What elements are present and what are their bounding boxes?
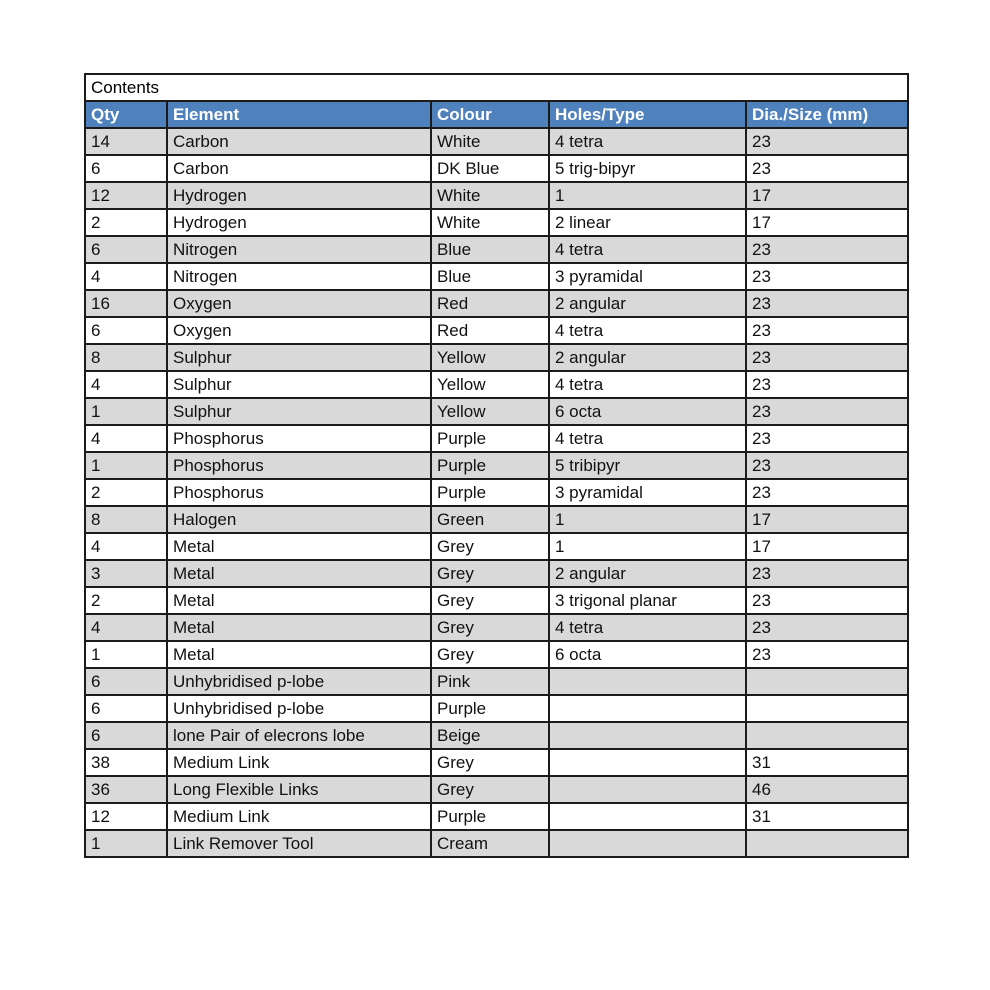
cell-qty: 1	[85, 452, 167, 479]
cell-qty: 36	[85, 776, 167, 803]
cell-colour: Purple	[431, 452, 549, 479]
cell-holes: 6 octa	[549, 398, 746, 425]
cell-qty: 4	[85, 533, 167, 560]
cell-size: 23	[746, 641, 908, 668]
cell-element: Medium Link	[167, 803, 431, 830]
cell-size: 17	[746, 533, 908, 560]
cell-element: Metal	[167, 560, 431, 587]
cell-colour: Yellow	[431, 398, 549, 425]
cell-holes: 4 tetra	[549, 128, 746, 155]
table-row	[85, 425, 908, 452]
column-header-qty: Qty	[85, 101, 167, 128]
cell-colour: Grey	[431, 533, 549, 560]
cell-element: Carbon	[167, 128, 431, 155]
cell-element: Medium Link	[167, 749, 431, 776]
cell-size: 23	[746, 155, 908, 182]
cell-holes: 1	[549, 506, 746, 533]
cell-size: 23	[746, 398, 908, 425]
table-row	[85, 155, 908, 182]
cell-size: 23	[746, 344, 908, 371]
table-row	[85, 479, 908, 506]
cell-holes: 3 pyramidal	[549, 479, 746, 506]
cell-size: 23	[746, 479, 908, 506]
cell-element: Hydrogen	[167, 182, 431, 209]
cell-size: 17	[746, 182, 908, 209]
cell-colour: Blue	[431, 236, 549, 263]
table-title: Contents	[85, 74, 908, 101]
cell-qty: 6	[85, 317, 167, 344]
cell-colour: White	[431, 209, 549, 236]
cell-colour: Purple	[431, 803, 549, 830]
table-row	[85, 263, 908, 290]
cell-colour: Grey	[431, 749, 549, 776]
cell-element: Hydrogen	[167, 209, 431, 236]
cell-qty: 12	[85, 803, 167, 830]
column-header-element: Element	[167, 101, 431, 128]
cell-qty: 6	[85, 695, 167, 722]
cell-holes	[549, 776, 746, 803]
cell-element: Unhybridised p-lobe	[167, 695, 431, 722]
table-head	[85, 74, 908, 128]
cell-colour: Purple	[431, 425, 549, 452]
header-row	[85, 101, 908, 128]
cell-qty: 38	[85, 749, 167, 776]
cell-element: Sulphur	[167, 398, 431, 425]
table-row	[85, 749, 908, 776]
cell-colour: Blue	[431, 263, 549, 290]
cell-colour: Yellow	[431, 344, 549, 371]
contents-table	[84, 73, 909, 858]
cell-element: Nitrogen	[167, 236, 431, 263]
cell-element: Oxygen	[167, 317, 431, 344]
cell-size: 23	[746, 425, 908, 452]
cell-element: Long Flexible Links	[167, 776, 431, 803]
cell-colour: Grey	[431, 776, 549, 803]
cell-size	[746, 695, 908, 722]
cell-size: 17	[746, 209, 908, 236]
cell-size: 23	[746, 452, 908, 479]
cell-element: Metal	[167, 533, 431, 560]
table-row	[85, 614, 908, 641]
cell-holes: 5 trig-bipyr	[549, 155, 746, 182]
cell-colour: Cream	[431, 830, 549, 857]
cell-size	[746, 830, 908, 857]
cell-qty: 4	[85, 614, 167, 641]
cell-size: 31	[746, 803, 908, 830]
cell-size: 31	[746, 749, 908, 776]
cell-qty: 1	[85, 398, 167, 425]
cell-colour: Grey	[431, 560, 549, 587]
cell-holes: 4 tetra	[549, 614, 746, 641]
cell-colour: Grey	[431, 641, 549, 668]
column-header-colour: Colour	[431, 101, 549, 128]
cell-qty: 8	[85, 506, 167, 533]
cell-size: 46	[746, 776, 908, 803]
table-row	[85, 587, 908, 614]
cell-element: Nitrogen	[167, 263, 431, 290]
table-row	[85, 803, 908, 830]
cell-holes	[549, 695, 746, 722]
table-row	[85, 533, 908, 560]
table-row	[85, 128, 908, 155]
cell-colour: Yellow	[431, 371, 549, 398]
cell-qty: 12	[85, 182, 167, 209]
cell-holes: 2 angular	[549, 344, 746, 371]
cell-element: Phosphorus	[167, 452, 431, 479]
title-row	[85, 74, 908, 101]
table-row	[85, 317, 908, 344]
cell-holes: 5 tribipyr	[549, 452, 746, 479]
column-header-size: Dia./Size (mm)	[746, 101, 908, 128]
cell-holes	[549, 803, 746, 830]
table-row	[85, 344, 908, 371]
cell-size: 23	[746, 236, 908, 263]
cell-colour: Purple	[431, 479, 549, 506]
cell-qty: 2	[85, 587, 167, 614]
cell-qty: 1	[85, 830, 167, 857]
table-row	[85, 236, 908, 263]
cell-qty: 6	[85, 236, 167, 263]
cell-size	[746, 722, 908, 749]
cell-size: 23	[746, 560, 908, 587]
table-row	[85, 290, 908, 317]
cell-colour: White	[431, 128, 549, 155]
cell-qty: 4	[85, 425, 167, 452]
cell-holes: 4 tetra	[549, 371, 746, 398]
cell-holes: 1	[549, 533, 746, 560]
cell-colour: Red	[431, 290, 549, 317]
cell-colour: Green	[431, 506, 549, 533]
cell-colour: DK Blue	[431, 155, 549, 182]
cell-element: Link Remover Tool	[167, 830, 431, 857]
table-row	[85, 506, 908, 533]
cell-size	[746, 668, 908, 695]
cell-qty: 6	[85, 722, 167, 749]
cell-element: Metal	[167, 614, 431, 641]
cell-qty: 6	[85, 668, 167, 695]
cell-holes: 4 tetra	[549, 425, 746, 452]
cell-qty: 16	[85, 290, 167, 317]
cell-colour: Pink	[431, 668, 549, 695]
cell-size: 23	[746, 290, 908, 317]
cell-element: Sulphur	[167, 371, 431, 398]
cell-holes: 2 angular	[549, 290, 746, 317]
table-row	[85, 398, 908, 425]
cell-element: Phosphorus	[167, 425, 431, 452]
cell-element: Unhybridised p-lobe	[167, 668, 431, 695]
cell-holes	[549, 668, 746, 695]
table-row	[85, 182, 908, 209]
cell-qty: 4	[85, 263, 167, 290]
cell-qty: 2	[85, 479, 167, 506]
table-row	[85, 209, 908, 236]
cell-colour: White	[431, 182, 549, 209]
cell-size: 17	[746, 506, 908, 533]
column-header-holes: Holes/Type	[549, 101, 746, 128]
cell-holes: 2 angular	[549, 560, 746, 587]
table-row	[85, 695, 908, 722]
cell-element: Metal	[167, 641, 431, 668]
table-row	[85, 830, 908, 857]
cell-size: 23	[746, 371, 908, 398]
cell-colour: Grey	[431, 587, 549, 614]
cell-holes: 6 octa	[549, 641, 746, 668]
cell-qty: 3	[85, 560, 167, 587]
table-row	[85, 641, 908, 668]
cell-qty: 6	[85, 155, 167, 182]
table-row	[85, 722, 908, 749]
cell-element: Sulphur	[167, 344, 431, 371]
cell-colour: Red	[431, 317, 549, 344]
cell-size: 23	[746, 263, 908, 290]
cell-size: 23	[746, 128, 908, 155]
table-row	[85, 371, 908, 398]
cell-size: 23	[746, 614, 908, 641]
table-body	[85, 128, 908, 857]
cell-size: 23	[746, 317, 908, 344]
table-row	[85, 452, 908, 479]
cell-element: Carbon	[167, 155, 431, 182]
cell-qty: 1	[85, 641, 167, 668]
cell-holes	[549, 722, 746, 749]
cell-holes	[549, 749, 746, 776]
table-row	[85, 560, 908, 587]
cell-element: Metal	[167, 587, 431, 614]
cell-qty: 8	[85, 344, 167, 371]
cell-colour: Grey	[431, 614, 549, 641]
cell-element: Halogen	[167, 506, 431, 533]
cell-size: 23	[746, 587, 908, 614]
table-row	[85, 776, 908, 803]
cell-holes: 3 trigonal planar	[549, 587, 746, 614]
cell-holes: 1	[549, 182, 746, 209]
cell-holes: 2 linear	[549, 209, 746, 236]
cell-holes: 4 tetra	[549, 236, 746, 263]
cell-qty: 4	[85, 371, 167, 398]
cell-qty: 2	[85, 209, 167, 236]
cell-qty: 14	[85, 128, 167, 155]
table-row	[85, 668, 908, 695]
cell-holes: 3 pyramidal	[549, 263, 746, 290]
cell-colour: Beige	[431, 722, 549, 749]
cell-element: lone Pair of elecrons lobe	[167, 722, 431, 749]
cell-colour: Purple	[431, 695, 549, 722]
cell-holes	[549, 830, 746, 857]
cell-element: Phosphorus	[167, 479, 431, 506]
cell-holes: 4 tetra	[549, 317, 746, 344]
cell-element: Oxygen	[167, 290, 431, 317]
